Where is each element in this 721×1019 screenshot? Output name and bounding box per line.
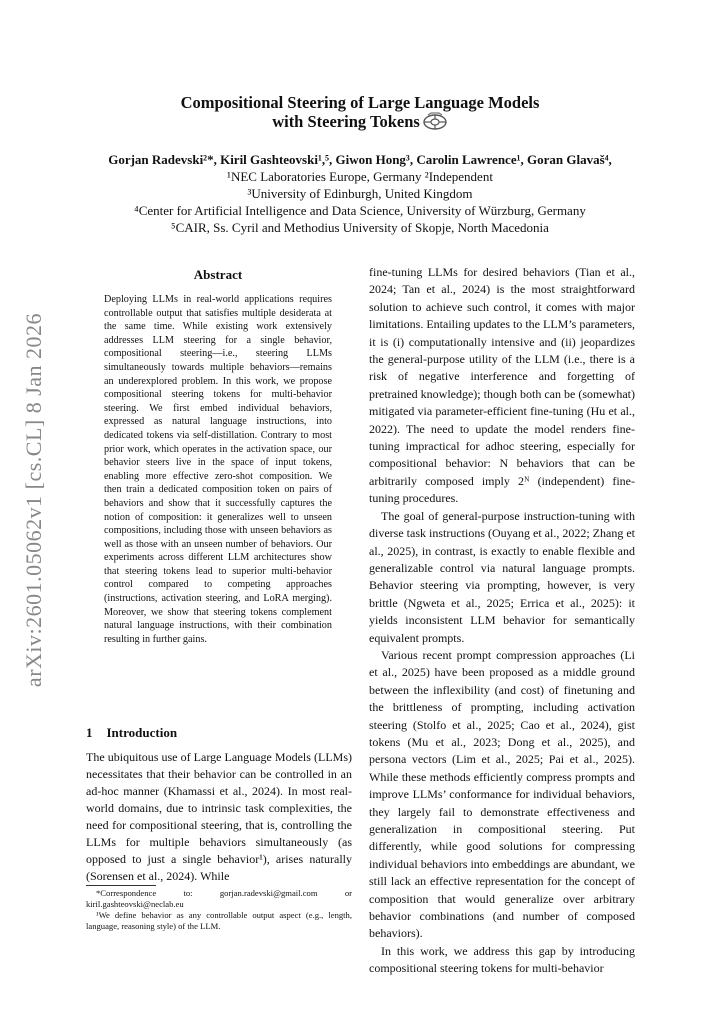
arxiv-sidebar bbox=[14, 300, 54, 700]
introduction-paragraph: The ubiquitous use of Large Language Models (LLMs) necessitates that their behavior can be controlled in an ad-hoc manner (Khamassi et al., 2024). In most real-world domains, due to intrinsic task complexities, the need for compositional steering, that is, controlling the LLMs for multiple behaviors simultaneously (as opposed to just a single behavior¹), arises naturally (Sorensen et al., 2024). While bbox=[86, 750, 352, 883]
author-names: Gorjan Radevski²*, Kiril Gashteovski¹,⁵, Giwon Hong³, Carolin Lawrence¹, Goran Glavaš⁴, bbox=[108, 152, 612, 167]
arxiv-identifier: arXiv:2601.05062v1 [cs.CL] 8 Jan 2026 bbox=[21, 312, 46, 688]
title-line-2: with Steering Tokens bbox=[272, 112, 420, 131]
section-number: 1 bbox=[86, 725, 93, 740]
section-heading bbox=[86, 725, 177, 741]
paragraph-this-work: In this work, we address this gap by introducing compositional steering tokens for multi-behavior bbox=[369, 943, 635, 976]
affiliation-3: ⁴Center for Artificial Intelligence and Data Science, University of Würzburg, Germany bbox=[134, 203, 586, 218]
paper-title bbox=[90, 93, 630, 134]
abstract-body: Deploying LLMs in real-world applications requires controllable output that satisfies multiple desiderata at the same time. While existing work extensively addresses LLM steering for a single behavior, compositional steering—i.e., steering LLMs simultaneously towards multiple behaviors—remains an underexplored problem. In this work, we propose compositional steering tokens for multi-behavior steering. We first embed individual behaviors, expressed as natural language instructions, into dedicated tokens via self-distillation. Contrary to most prior work, which operates in the activation space, our behavior steers live in the space of input tokens, enabling more effective zero-shot composition. We then train a dedicated composition token on pairs of behaviors and show that it successfully captures the notion of composition: it generalizes well to unseen compositions, including those with unseen behaviors as well as those with an unseen number of behaviors. Our experiments across different LLM architectures show that steering tokens lead to superior multi-behavior control compared to competing approaches (instructions, activation steering, and LoRA merging). Moreover, we show that steering tokens complement natural language instructions, with their combination resulting in further gains. bbox=[104, 294, 332, 645]
abstract-heading: Abstract bbox=[193, 267, 243, 282]
affiliation-4: ⁵CAIR, Ss. Cyril and Methodius University of Skopje, North Macedonia bbox=[171, 220, 549, 235]
footnote-correspondence: *Correspondence to: gorjan.radevski@gmail.com or kiril.gashteovski@neclab.eu bbox=[86, 888, 352, 909]
affiliation-1: ¹NEC Laboratories Europe, Germany ²Independent bbox=[227, 169, 493, 184]
paragraph-finetuning: fine-tuning LLMs for desired behaviors (Tian et al., 2024; Tan et al., 2024) is the most straightforward solution to achieve such control, it comes with major limitations. Entailing updates to the LLM’s parameters, it is (i) computationally intensive and (ii) jeopardizes the general-purpose utility of the LLM (i.e., there is a risk of negative interference and forgetting of pretrained knowledge); though both can be (somewhat) mitigated via parameter-efficient fine-tuning (Hu et al., 2022). The need to update the model renders fine-tuning impractical for adhoc steering, especially for compositional behavior: N behaviors that can be arbitrarily composed imply 2ᴺ (independent) fine-tuning procedures. bbox=[369, 265, 635, 506]
paragraph-instruction-tuning: The goal of general-purpose instruction-tuning with diverse task instructions (Ouyang et al., 2022; Zhang et al., 2025), in contrast, is exactly to enable flexible and generalizable control via natural language prompts. Behavior steering via prompting, however, is very brittle (Ngweta et al., 2025; Errica et al., 2025): it yields inconsistent LLM behavior for semantically equivalent prompts. bbox=[369, 508, 635, 645]
footnotes bbox=[86, 888, 352, 932]
title-line-1: Compositional Steering of Large Language Models bbox=[180, 93, 540, 112]
footnote-rule bbox=[86, 885, 156, 886]
footnote-behavior: ¹We define behavior as any controllable output aspect (e.g., length, language, reasoning style) of the LLM. bbox=[86, 910, 352, 931]
affiliation-2: ³University of Edinburgh, United Kingdom bbox=[247, 186, 473, 201]
paragraph-prompt-compression: Various recent prompt compression approaches (Li et al., 2025) have been proposed as a middle ground between the inflexibility (and cost) of finetuning and the brittleness of prompting, including activation steering (Stolfo et al., 2025; Cao et al., 2024), gist tokens (Mu et al., 2023; Dong et al., 2025), and persona vectors (Lim et al., 2025; Pai et al., 2025). While these methods efficiently compress prompts and improve LLMs’ conformance for individual behaviors, they largely fail to demonstrate effectiveness and generalization in compositional steering. Put differently, while good solutions for compressing individual behaviors into embeddings are abundant, we still lack an effective representation for the concept of composition that would generalize over arbitrary behavior combinations (and number of composed behaviors). bbox=[369, 647, 635, 941]
right-column bbox=[369, 264, 635, 978]
title-line-2-wrap bbox=[90, 112, 630, 134]
section-title: Introduction bbox=[106, 725, 178, 740]
steering-wheel-icon bbox=[422, 112, 448, 134]
author-block bbox=[70, 151, 650, 236]
